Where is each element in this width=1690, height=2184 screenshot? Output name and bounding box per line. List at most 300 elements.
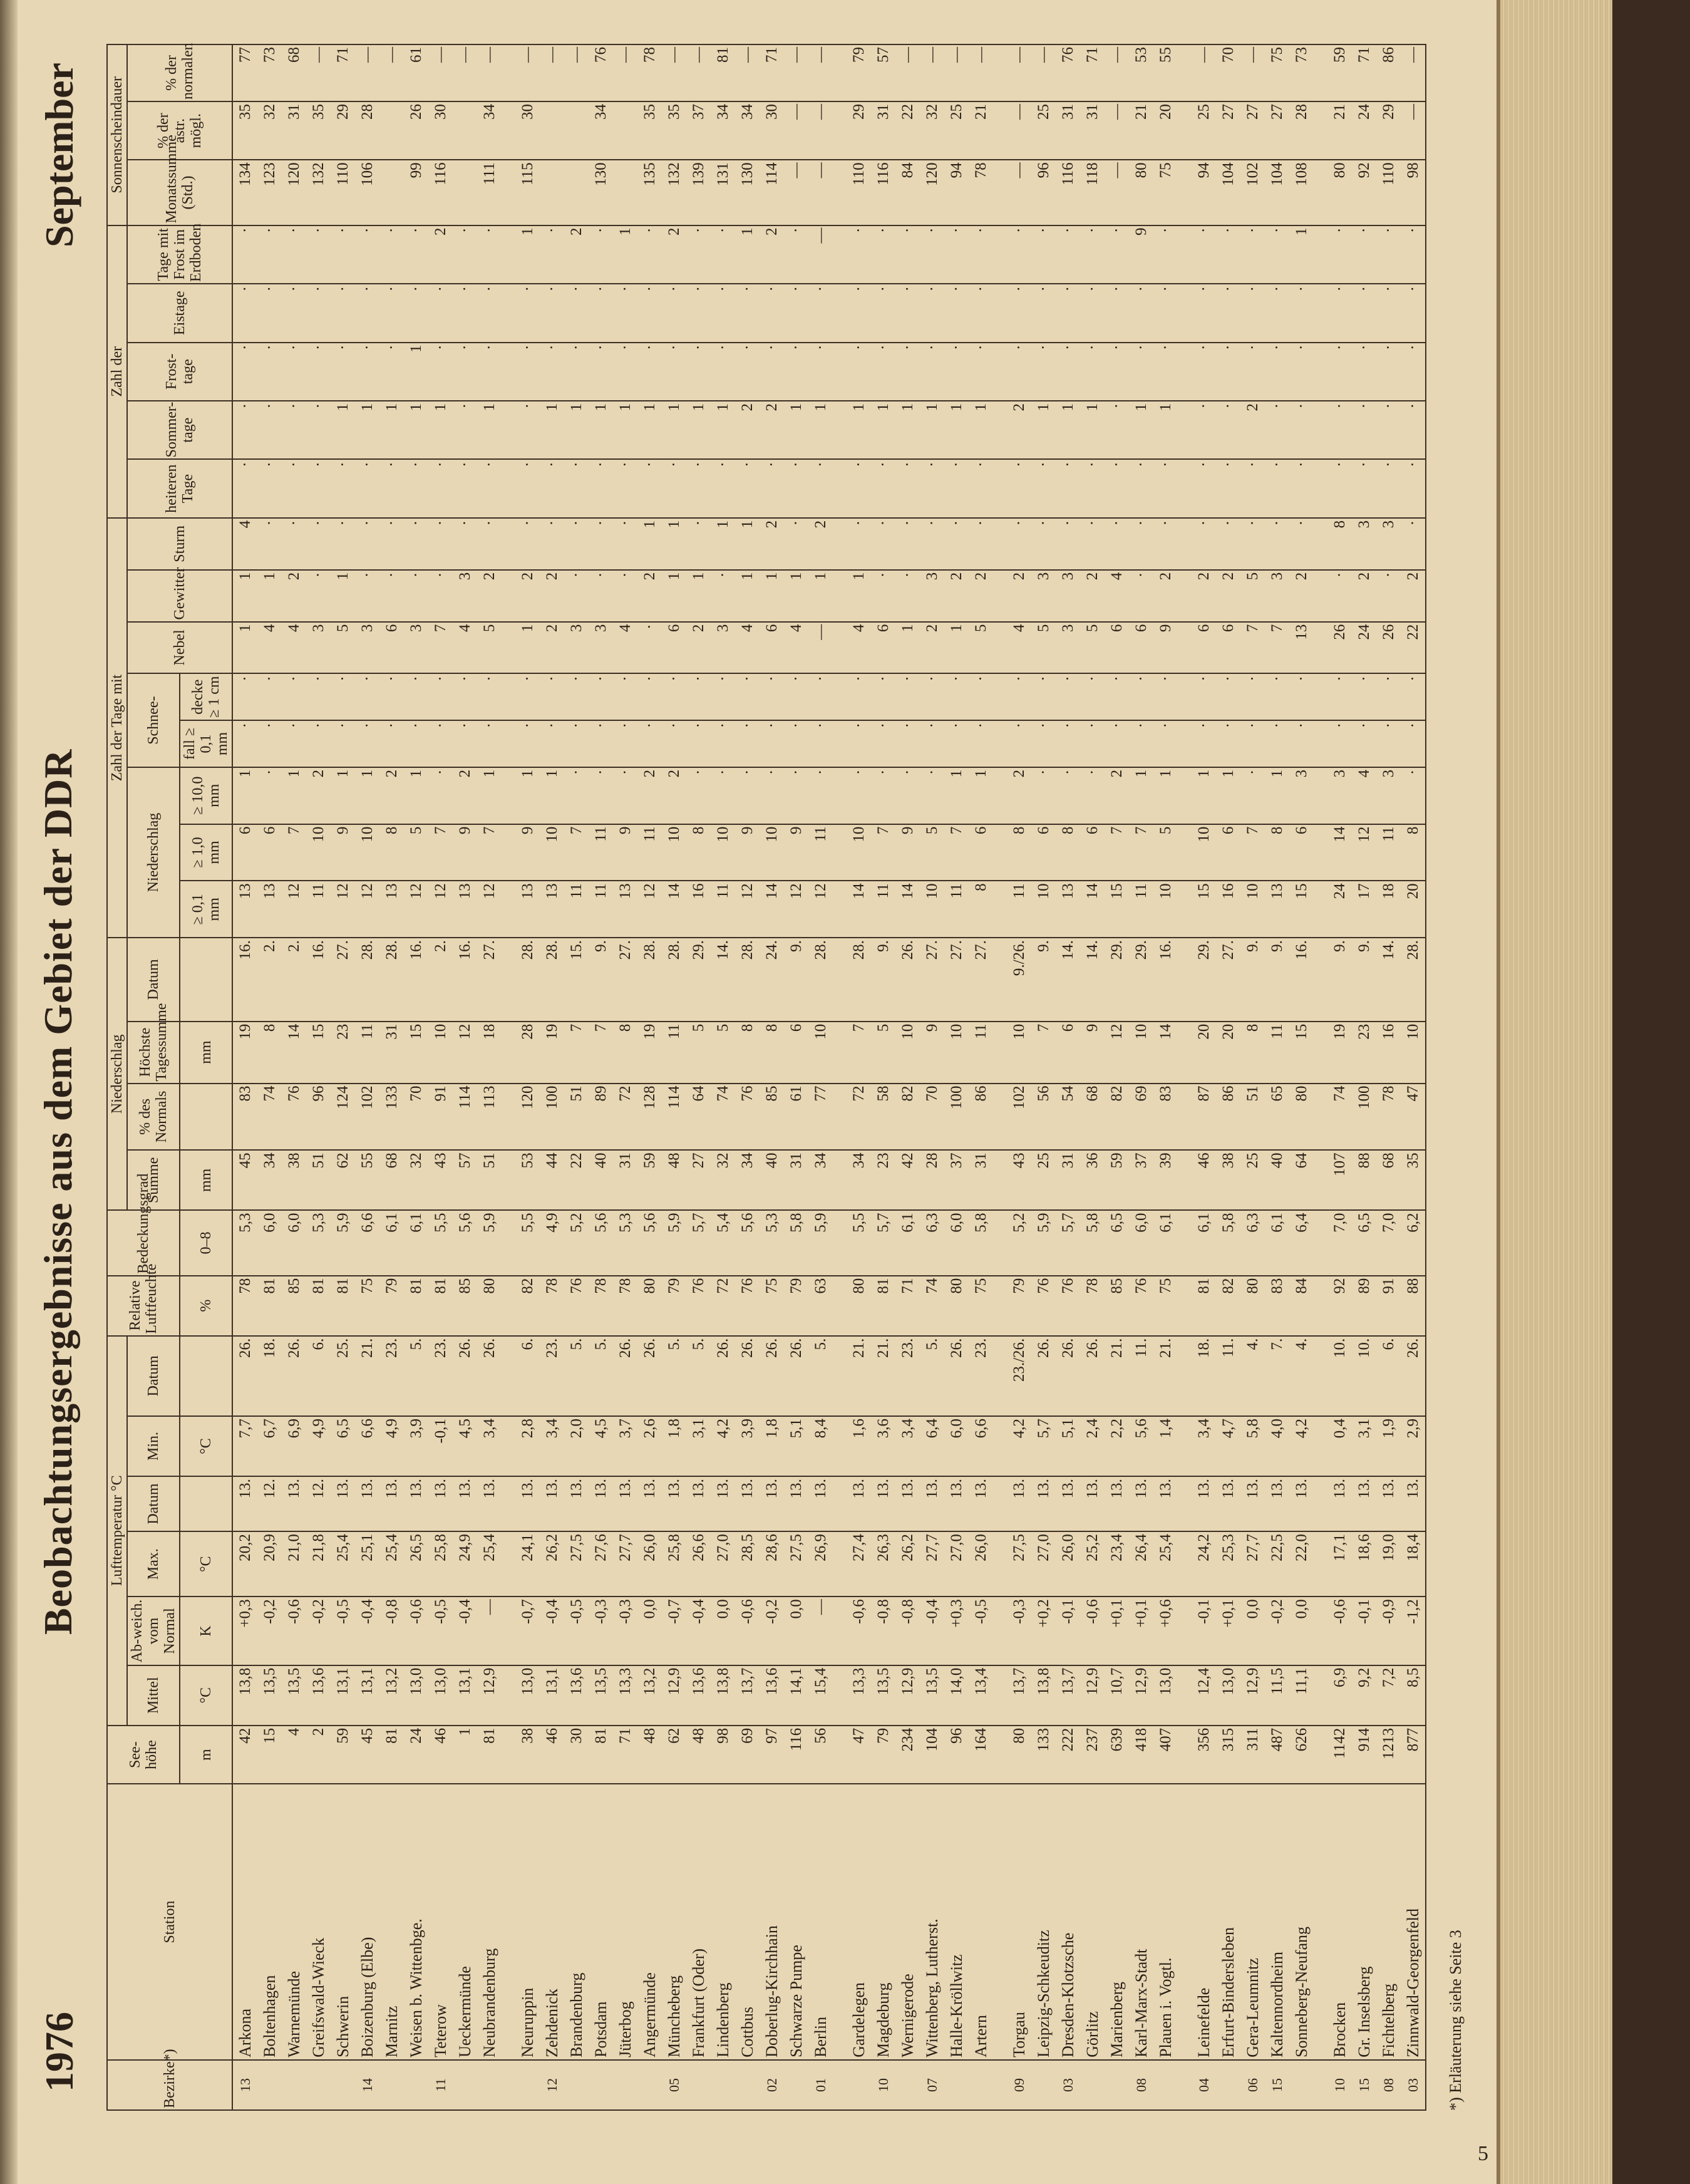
cell-s: 59 <box>1105 1150 1129 1210</box>
cell-n3: 3 <box>1327 767 1352 824</box>
cell-sp: — <box>1401 101 1426 160</box>
cell-m: 13,1 <box>540 1665 564 1726</box>
cell-ht: · <box>662 459 686 517</box>
cell-ht: · <box>760 459 784 517</box>
cell-d2: 23. <box>428 1336 453 1416</box>
cell-p: 86 <box>1216 1084 1240 1151</box>
cell-m: 13,3 <box>613 1665 637 1726</box>
cell-mx: 26,0 <box>637 1531 662 1597</box>
cell-fr: · <box>540 343 564 401</box>
cell-hs: 20 <box>1192 1022 1216 1084</box>
cell-fr: · <box>355 343 379 401</box>
cell-gw: 2 <box>637 570 662 622</box>
cell-m: 14,1 <box>784 1665 808 1726</box>
cell-ht: · <box>1376 459 1401 517</box>
cell-ei: · <box>1153 284 1178 342</box>
cell-rf: 92 <box>1327 1276 1352 1336</box>
cell-mx: 20,9 <box>257 1531 282 1597</box>
cell-gw: 1 <box>331 570 355 622</box>
cell-sd: · <box>920 673 944 720</box>
cell-rf: 75 <box>760 1276 784 1336</box>
cell-bf: · <box>257 225 282 284</box>
cell-d3: 29. <box>1129 938 1153 1022</box>
cell-bg: 5,6 <box>735 1210 760 1275</box>
cell-gw: · <box>1129 570 1153 622</box>
cell-rf: 76 <box>735 1276 760 1336</box>
cell-bg: 5,9 <box>331 1210 355 1275</box>
cell-so: 1 <box>331 401 355 459</box>
cell-gw: 2 <box>969 570 993 622</box>
cell-a: -0,6 <box>1327 1597 1352 1665</box>
cell-bz: 13 <box>232 2060 257 2110</box>
cell-n3: · <box>1240 767 1265 824</box>
cell-h: 81 <box>477 1726 502 1784</box>
cell-so: · <box>257 401 282 459</box>
cell-ei: · <box>515 284 540 342</box>
cell-mn: 5,8 <box>1240 1416 1265 1476</box>
cell-ei: · <box>784 284 808 342</box>
cell-n3: 1 <box>1192 767 1216 824</box>
cell-p: 70 <box>404 1084 428 1151</box>
cell-sm: · <box>1153 518 1178 570</box>
cell-sf: · <box>232 720 257 767</box>
table-row <box>1216 44 1240 2110</box>
cell-d3: 27. <box>1216 938 1240 1022</box>
cell-st: Neuruppin <box>515 1784 540 2060</box>
cell-d1: 13. <box>404 1476 428 1531</box>
cell-st: Warnemünde <box>282 1784 306 2060</box>
cell-sh: 130 <box>735 160 760 225</box>
cell-sn: — <box>379 44 404 101</box>
cell-mn: 3,4 <box>540 1416 564 1476</box>
cell-s: 64 <box>1289 1150 1314 1210</box>
cell-p: 61 <box>784 1084 808 1151</box>
cell-d2: 4. <box>1240 1336 1265 1416</box>
cell-d1: 13. <box>1105 1476 1129 1531</box>
cell-n2: 10 <box>662 824 686 881</box>
cell-d3: 9./26. <box>1007 938 1031 1022</box>
cell-ei: · <box>969 284 993 342</box>
cell-gw: 1 <box>232 570 257 622</box>
cell-h: 46 <box>428 1726 453 1784</box>
unit-summe: mm <box>180 1150 232 1210</box>
cell-h: 71 <box>613 1726 637 1784</box>
table-row <box>1352 44 1376 2110</box>
cell-d3: 28. <box>735 938 760 1022</box>
cell-h: 626 <box>1289 1726 1314 1784</box>
cell-d2: 6. <box>1376 1336 1401 1416</box>
cell-rf: 78 <box>232 1276 257 1336</box>
cell-n3: · <box>1401 767 1426 824</box>
cell-p: 86 <box>969 1084 993 1151</box>
cell-bz: 10 <box>1327 2060 1352 2110</box>
cell-sm: · <box>355 518 379 570</box>
cell-d2: 7. <box>1265 1336 1289 1416</box>
cell-p: 72 <box>847 1084 871 1151</box>
cell-hs: 14 <box>282 1022 306 1084</box>
cell-ht: · <box>613 459 637 517</box>
cell-ei: · <box>735 284 760 342</box>
cell-d1: 13. <box>515 1476 540 1531</box>
cell-bg: 5,9 <box>662 1210 686 1275</box>
cell-bf: · <box>871 225 895 284</box>
col-bedeckung: Bedeckungsgrad <box>107 1210 180 1275</box>
cell-st: Greifswald-Wieck <box>306 1784 331 2060</box>
cell-st: Leinefelde <box>1192 1784 1216 2060</box>
cell-hs: 18 <box>477 1022 502 1084</box>
cell-hs: 20 <box>1216 1022 1240 1084</box>
cell-a: -1,2 <box>1401 1597 1426 1665</box>
col-abweichung: Ab-weich. vom Normal <box>127 1597 180 1665</box>
cell-d1: 13. <box>920 1476 944 1531</box>
cell-hs: 11 <box>1265 1022 1289 1084</box>
cell-n1: 20 <box>1401 881 1426 938</box>
cell-s: 40 <box>589 1150 613 1210</box>
cell-sm: · <box>1192 518 1216 570</box>
cell-sm: · <box>1056 518 1080 570</box>
cell-sf: · <box>1327 720 1352 767</box>
cell-d1: 13. <box>1265 1476 1289 1531</box>
cell-st: Ueckermünde <box>453 1784 477 2060</box>
col-prozent-normal: % des Normals <box>127 1084 180 1151</box>
cell-d1: 13. <box>1031 1476 1056 1531</box>
cell-sd: · <box>871 673 895 720</box>
cell-hs: 10 <box>808 1022 833 1084</box>
cell-mx: 27,0 <box>944 1531 969 1597</box>
cell-m: 10,7 <box>1105 1665 1129 1726</box>
cell-n1: 12 <box>428 881 453 938</box>
cell-h: 97 <box>760 1726 784 1784</box>
cell-rf: 71 <box>895 1276 920 1336</box>
cell-m: 13,0 <box>1216 1665 1240 1726</box>
cell-sh: 134 <box>232 160 257 225</box>
cell-hs: 7 <box>589 1022 613 1084</box>
cell-sn: 71 <box>1080 44 1105 101</box>
cell-rf: 76 <box>564 1276 589 1336</box>
cell-so: 1 <box>637 401 662 459</box>
cell-sp: 25 <box>1031 101 1056 160</box>
table-row <box>1105 44 1129 2110</box>
cell-p: 85 <box>760 1084 784 1151</box>
cell-m: 13,1 <box>355 1665 379 1726</box>
cell-sp: 31 <box>282 101 306 160</box>
cell-so: 1 <box>662 401 686 459</box>
cell-bz: 14 <box>355 2060 379 2110</box>
cell-bf: · <box>847 225 871 284</box>
cell-so: · <box>1105 401 1129 459</box>
cell-bg: 5,3 <box>306 1210 331 1275</box>
cell-bz <box>1105 2060 1129 2110</box>
cell-bz <box>711 2060 735 2110</box>
cell-sf: · <box>662 720 686 767</box>
cell-fr: · <box>1289 343 1314 401</box>
cell-sp: 30 <box>515 101 540 160</box>
cell-s: 107 <box>1327 1150 1352 1210</box>
cell-bf: · <box>1080 225 1105 284</box>
cell-sn: 71 <box>331 44 355 101</box>
cell-d2: 26. <box>453 1336 477 1416</box>
cell-mn: 2,6 <box>637 1416 662 1476</box>
cell-n1: 12 <box>735 881 760 938</box>
cell-d2: 26. <box>232 1336 257 1416</box>
cell-gw: · <box>564 570 589 622</box>
cell-sd: · <box>1080 673 1105 720</box>
cell-h: 2 <box>306 1726 331 1784</box>
cell-sp: 35 <box>232 101 257 160</box>
cell-n2: 9 <box>613 824 637 881</box>
col-n100: ≥ 10,0 mm <box>180 767 232 824</box>
cell-bz: 08 <box>1376 2060 1401 2110</box>
cell-n2: 5 <box>1153 824 1178 881</box>
cell-fr: · <box>331 343 355 401</box>
table-row <box>895 44 920 2110</box>
cell-st: Doberlug-Kirchhain <box>760 1784 784 2060</box>
cell-m: 12,9 <box>1080 1665 1105 1726</box>
cell-m: 13,6 <box>306 1665 331 1726</box>
cell-ei: · <box>1129 284 1153 342</box>
cell-n1: 13 <box>1056 881 1080 938</box>
cell-n3: · <box>808 767 833 824</box>
cell-nb: 2 <box>686 622 711 674</box>
cell-n2: 9 <box>784 824 808 881</box>
cell-sh: 120 <box>282 160 306 225</box>
cell-hs: 10 <box>895 1022 920 1084</box>
cell-mn: 6,6 <box>355 1416 379 1476</box>
cell-d2: 26. <box>760 1336 784 1416</box>
cell-nb: 22 <box>1401 622 1426 674</box>
cell-rf: 72 <box>711 1276 735 1336</box>
group-spacer <box>833 44 847 2110</box>
cell-nb: 26 <box>1327 622 1352 674</box>
cell-gw: · <box>895 570 920 622</box>
col-rel-feuchte: Relative Luftfeuchte <box>107 1276 180 1336</box>
cell-nb: 4 <box>847 622 871 674</box>
cell-sm: · <box>969 518 993 570</box>
cell-d2: 21. <box>355 1336 379 1416</box>
cell-rf: 85 <box>1105 1276 1129 1336</box>
col-seehoehe: See-höhe <box>107 1726 180 1784</box>
cell-sd: · <box>711 673 735 720</box>
cell-bf: 1 <box>1289 225 1314 284</box>
cell-sh: 123 <box>257 160 282 225</box>
cell-sm: · <box>1031 518 1056 570</box>
cell-a: 0,0 <box>637 1597 662 1665</box>
cell-sn: 81 <box>711 44 735 101</box>
cell-d3: 29. <box>1105 938 1129 1022</box>
cell-n3: 1 <box>355 767 379 824</box>
cell-bg: 6,1 <box>404 1210 428 1275</box>
cell-n1: 11 <box>564 881 589 938</box>
cell-a: 0,0 <box>1289 1597 1314 1665</box>
cell-hs: 15 <box>1289 1022 1314 1084</box>
cell-fr: · <box>686 343 711 401</box>
cell-d1: 13. <box>871 1476 895 1531</box>
cell-s: 34 <box>847 1150 871 1210</box>
cell-n2: 7 <box>1240 824 1265 881</box>
cell-nb: 3 <box>711 622 735 674</box>
cell-m: 6,9 <box>1327 1665 1352 1726</box>
cell-bg: 6,3 <box>920 1210 944 1275</box>
cell-nb: 5 <box>477 622 502 674</box>
cell-m: 13,5 <box>257 1665 282 1726</box>
cell-fr: · <box>1376 343 1401 401</box>
cell-sn: — <box>969 44 993 101</box>
cell-d3: 24. <box>760 938 784 1022</box>
cell-d3: 28. <box>355 938 379 1022</box>
cell-sh: 75 <box>1153 160 1178 225</box>
cell-ei: · <box>944 284 969 342</box>
cell-nb: · <box>637 622 662 674</box>
cell-so: 1 <box>564 401 589 459</box>
cell-nb: 3 <box>306 622 331 674</box>
cell-sn: 57 <box>871 44 895 101</box>
cell-nb: 3 <box>404 622 428 674</box>
cell-bz: 03 <box>1401 2060 1426 2110</box>
cell-nb: 4 <box>735 622 760 674</box>
table-row <box>711 44 735 2110</box>
cell-m: 13,3 <box>847 1665 871 1726</box>
cell-d3: 27. <box>944 938 969 1022</box>
cell-ei: · <box>379 284 404 342</box>
cell-d2: 10. <box>1327 1336 1352 1416</box>
cell-ei: · <box>1376 284 1401 342</box>
cell-a: +0,6 <box>1153 1597 1178 1665</box>
cell-n1: 12 <box>282 881 306 938</box>
cell-ei: · <box>920 284 944 342</box>
cell-sp: — <box>808 101 833 160</box>
table-row <box>784 44 808 2110</box>
table-row <box>847 44 871 2110</box>
cell-sh: 80 <box>1129 160 1153 225</box>
cell-bg: 6,4 <box>1289 1210 1314 1275</box>
cell-sn: 55 <box>1153 44 1178 101</box>
cell-n3: 1 <box>1153 767 1178 824</box>
cell-n1: 12 <box>404 881 428 938</box>
cell-so: 1 <box>1129 401 1153 459</box>
cell-s: 44 <box>540 1150 564 1210</box>
cell-p: 51 <box>564 1084 589 1151</box>
cell-rf: 83 <box>1265 1276 1289 1336</box>
cell-n3: · <box>428 767 453 824</box>
cell-d1: 13. <box>1216 1476 1240 1531</box>
cell-rf: 75 <box>969 1276 993 1336</box>
cell-mn: 4,9 <box>379 1416 404 1476</box>
cell-fr: · <box>1007 343 1031 401</box>
cell-fr: · <box>257 343 282 401</box>
col-heitere: heiteren Tage <box>127 459 232 517</box>
cell-h: 4 <box>282 1726 306 1784</box>
col-schneefall: fall ≥ 0,1 mm <box>180 720 232 767</box>
cell-mn: 1,9 <box>1376 1416 1401 1476</box>
cell-hs: 19 <box>232 1022 257 1084</box>
cell-d2: 26. <box>1080 1336 1105 1416</box>
cell-sd: · <box>808 673 833 720</box>
cell-bf: 1 <box>515 225 540 284</box>
cell-s: 59 <box>637 1150 662 1210</box>
cell-bf: — <box>808 225 833 284</box>
cell-d3: 2. <box>282 938 306 1022</box>
cell-sm: 2 <box>760 518 784 570</box>
cell-fr: · <box>232 343 257 401</box>
table-row <box>1080 44 1105 2110</box>
cell-h: 914 <box>1352 1726 1376 1784</box>
cell-sd: · <box>404 673 428 720</box>
cell-m: 13,6 <box>760 1665 784 1726</box>
table-row <box>1192 44 1216 2110</box>
cell-n3: · <box>760 767 784 824</box>
cell-n2: 11 <box>1376 824 1401 881</box>
cell-sm: 2 <box>808 518 833 570</box>
cell-mx: 27,7 <box>920 1531 944 1597</box>
cell-hs: 11 <box>355 1022 379 1084</box>
cell-n3: · <box>920 767 944 824</box>
cell-h: 418 <box>1129 1726 1153 1784</box>
cell-h: 98 <box>711 1726 735 1784</box>
cell-a: -0,3 <box>1007 1597 1031 1665</box>
cell-n1: 8 <box>969 881 993 938</box>
col-group-precip: Niederschlag <box>107 938 127 1210</box>
cell-rf: 80 <box>847 1276 871 1336</box>
cell-n3: · <box>784 767 808 824</box>
cell-bg: 5,3 <box>232 1210 257 1275</box>
cell-n1: 12 <box>808 881 833 938</box>
cell-m: 14,0 <box>944 1665 969 1726</box>
cell-ht: · <box>784 459 808 517</box>
cell-ei: · <box>477 284 502 342</box>
cell-st: Marnitz <box>379 1784 404 2060</box>
cell-n1: 24 <box>1327 881 1352 938</box>
cell-n2: 7 <box>282 824 306 881</box>
cell-bf: · <box>944 225 969 284</box>
cell-sd: · <box>1327 673 1352 720</box>
cell-rf: 76 <box>1056 1276 1080 1336</box>
cell-fr: · <box>1105 343 1129 401</box>
cell-d1: 13. <box>1327 1476 1352 1531</box>
cell-mx: 25,8 <box>662 1531 686 1597</box>
cell-mx: 18,4 <box>1401 1531 1426 1597</box>
cell-sp: 27 <box>1216 101 1240 160</box>
cell-p: 82 <box>1105 1084 1129 1151</box>
cell-ht: · <box>969 459 993 517</box>
cell-n3: 2 <box>662 767 686 824</box>
cell-d2: 5. <box>662 1336 686 1416</box>
cell-sn: — <box>662 44 686 101</box>
cell-st: Brandenburg <box>564 1784 589 2060</box>
cell-fr: · <box>1265 343 1289 401</box>
cell-sp: 32 <box>257 101 282 160</box>
cell-st: Frankfurt (Oder) <box>686 1784 711 2060</box>
cell-d3: 28. <box>540 938 564 1022</box>
cell-nb: 3 <box>589 622 613 674</box>
cell-n3: 1 <box>282 767 306 824</box>
cell-mn: 3,4 <box>1192 1416 1216 1476</box>
cell-gw: 1 <box>847 570 871 622</box>
cell-sf: · <box>404 720 428 767</box>
cell-bf: · <box>232 225 257 284</box>
group-spacer <box>502 44 515 2110</box>
cell-rf: 79 <box>784 1276 808 1336</box>
cell-hs: 15 <box>404 1022 428 1084</box>
cell-s: 40 <box>1265 1150 1289 1210</box>
cell-mx: 25,4 <box>1153 1531 1178 1597</box>
cell-sp: 37 <box>686 101 711 160</box>
cell-sh: 106 <box>355 160 379 225</box>
cell-sh: 130 <box>589 160 613 225</box>
cell-sp: 31 <box>1080 101 1105 160</box>
table-row <box>306 44 331 2110</box>
cell-bz <box>331 2060 355 2110</box>
cell-st: Wernigerode <box>895 1784 920 2060</box>
